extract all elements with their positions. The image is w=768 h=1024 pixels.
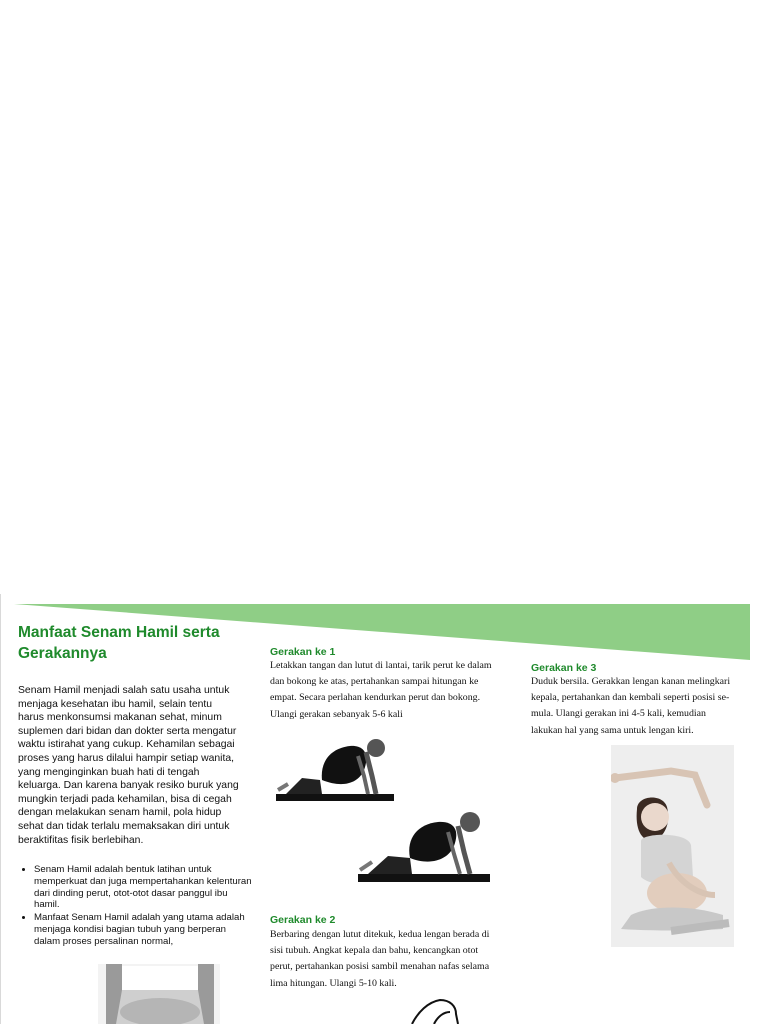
page-title: Manfaat Senam Hamil serta Gerakannya <box>18 624 220 662</box>
brochure-page <box>0 594 768 1024</box>
gerakan-1-heading: Gerakan ke 1 <box>270 646 336 658</box>
gerakan-1-text: Letakkan tangan dan lutut di lantai, tarik perut ke dalam dan bokong ke atas, pertahankan sampai hitungan ke empat. Secara perlahan kendurkan perut dan bokong. Ulangi gerakan sebanyak 5-6 kali <box>270 660 492 720</box>
exercise-photo-seated-stretch <box>611 745 734 947</box>
exercise-figure-lying <box>404 996 464 1024</box>
exercise-figure-kneeling-2 <box>354 806 494 886</box>
gerakan-2-heading: Gerakan ke 2 <box>270 914 336 926</box>
gerakan-2-text: Berbaring dengan lutut ditekuk, kedua lengan berada di sisi tubuh. Angkat kepala dan bahu, kencangkan otot perut, pertahankan posisi sambil menahan nafas selama lima hitungan. Ulangi 5-10 kali. <box>270 929 490 989</box>
exercise-figure-kneeling-1 <box>272 732 400 806</box>
gerakan-3-text: Duduk bersila. Gerakkan lengan kanan melingkari kepala, pertahankan dan kembali seperti posisi se-mula. Ulangi gerakan ini 4-5 kali, kemudian lakukan hal yang sama untuk lengan kiri. <box>531 676 731 736</box>
pregnancy-photo <box>98 964 220 1024</box>
benefit-list <box>18 864 252 949</box>
intro-paragraph: Senam Hamil menjadi salah satu usaha untuk menjaga kesehatan ibu hamil, selain tentu harus menkonsumsi makanan sehat, minum suplemen dari bidan dan dokter serta mengatur waktu istirahat yang cukup. Kehamilan sebagai proses yang harus dilalui hampir setiap wanita, yang menginginkan buah hati di tengah keluarga. Dan karena banyak resiko buruk yang mungkin terjadi pada kehamilan, bisa di cegah dengan melakukan senam hamil, pola hidup sehat dan tidak terlalu memaksakan diri untuk beraktifitas fisik berlebihan. <box>18 685 239 846</box>
gerakan-3-heading: Gerakan ke 3 <box>531 662 597 674</box>
list-item: • Senam Hamil adalah bentuk latihan untuk memperkuat dan juga mempertahankan kelenturan dari dinding perut, otot-otot dasar panggul ibu hamil. <box>34 864 252 911</box>
list-item: • Manfaat Senam Hamil adalah yang utama adalah menjaga kondisi bagian tubuh yang berperan dalam proses persalinan normal, <box>34 912 252 947</box>
